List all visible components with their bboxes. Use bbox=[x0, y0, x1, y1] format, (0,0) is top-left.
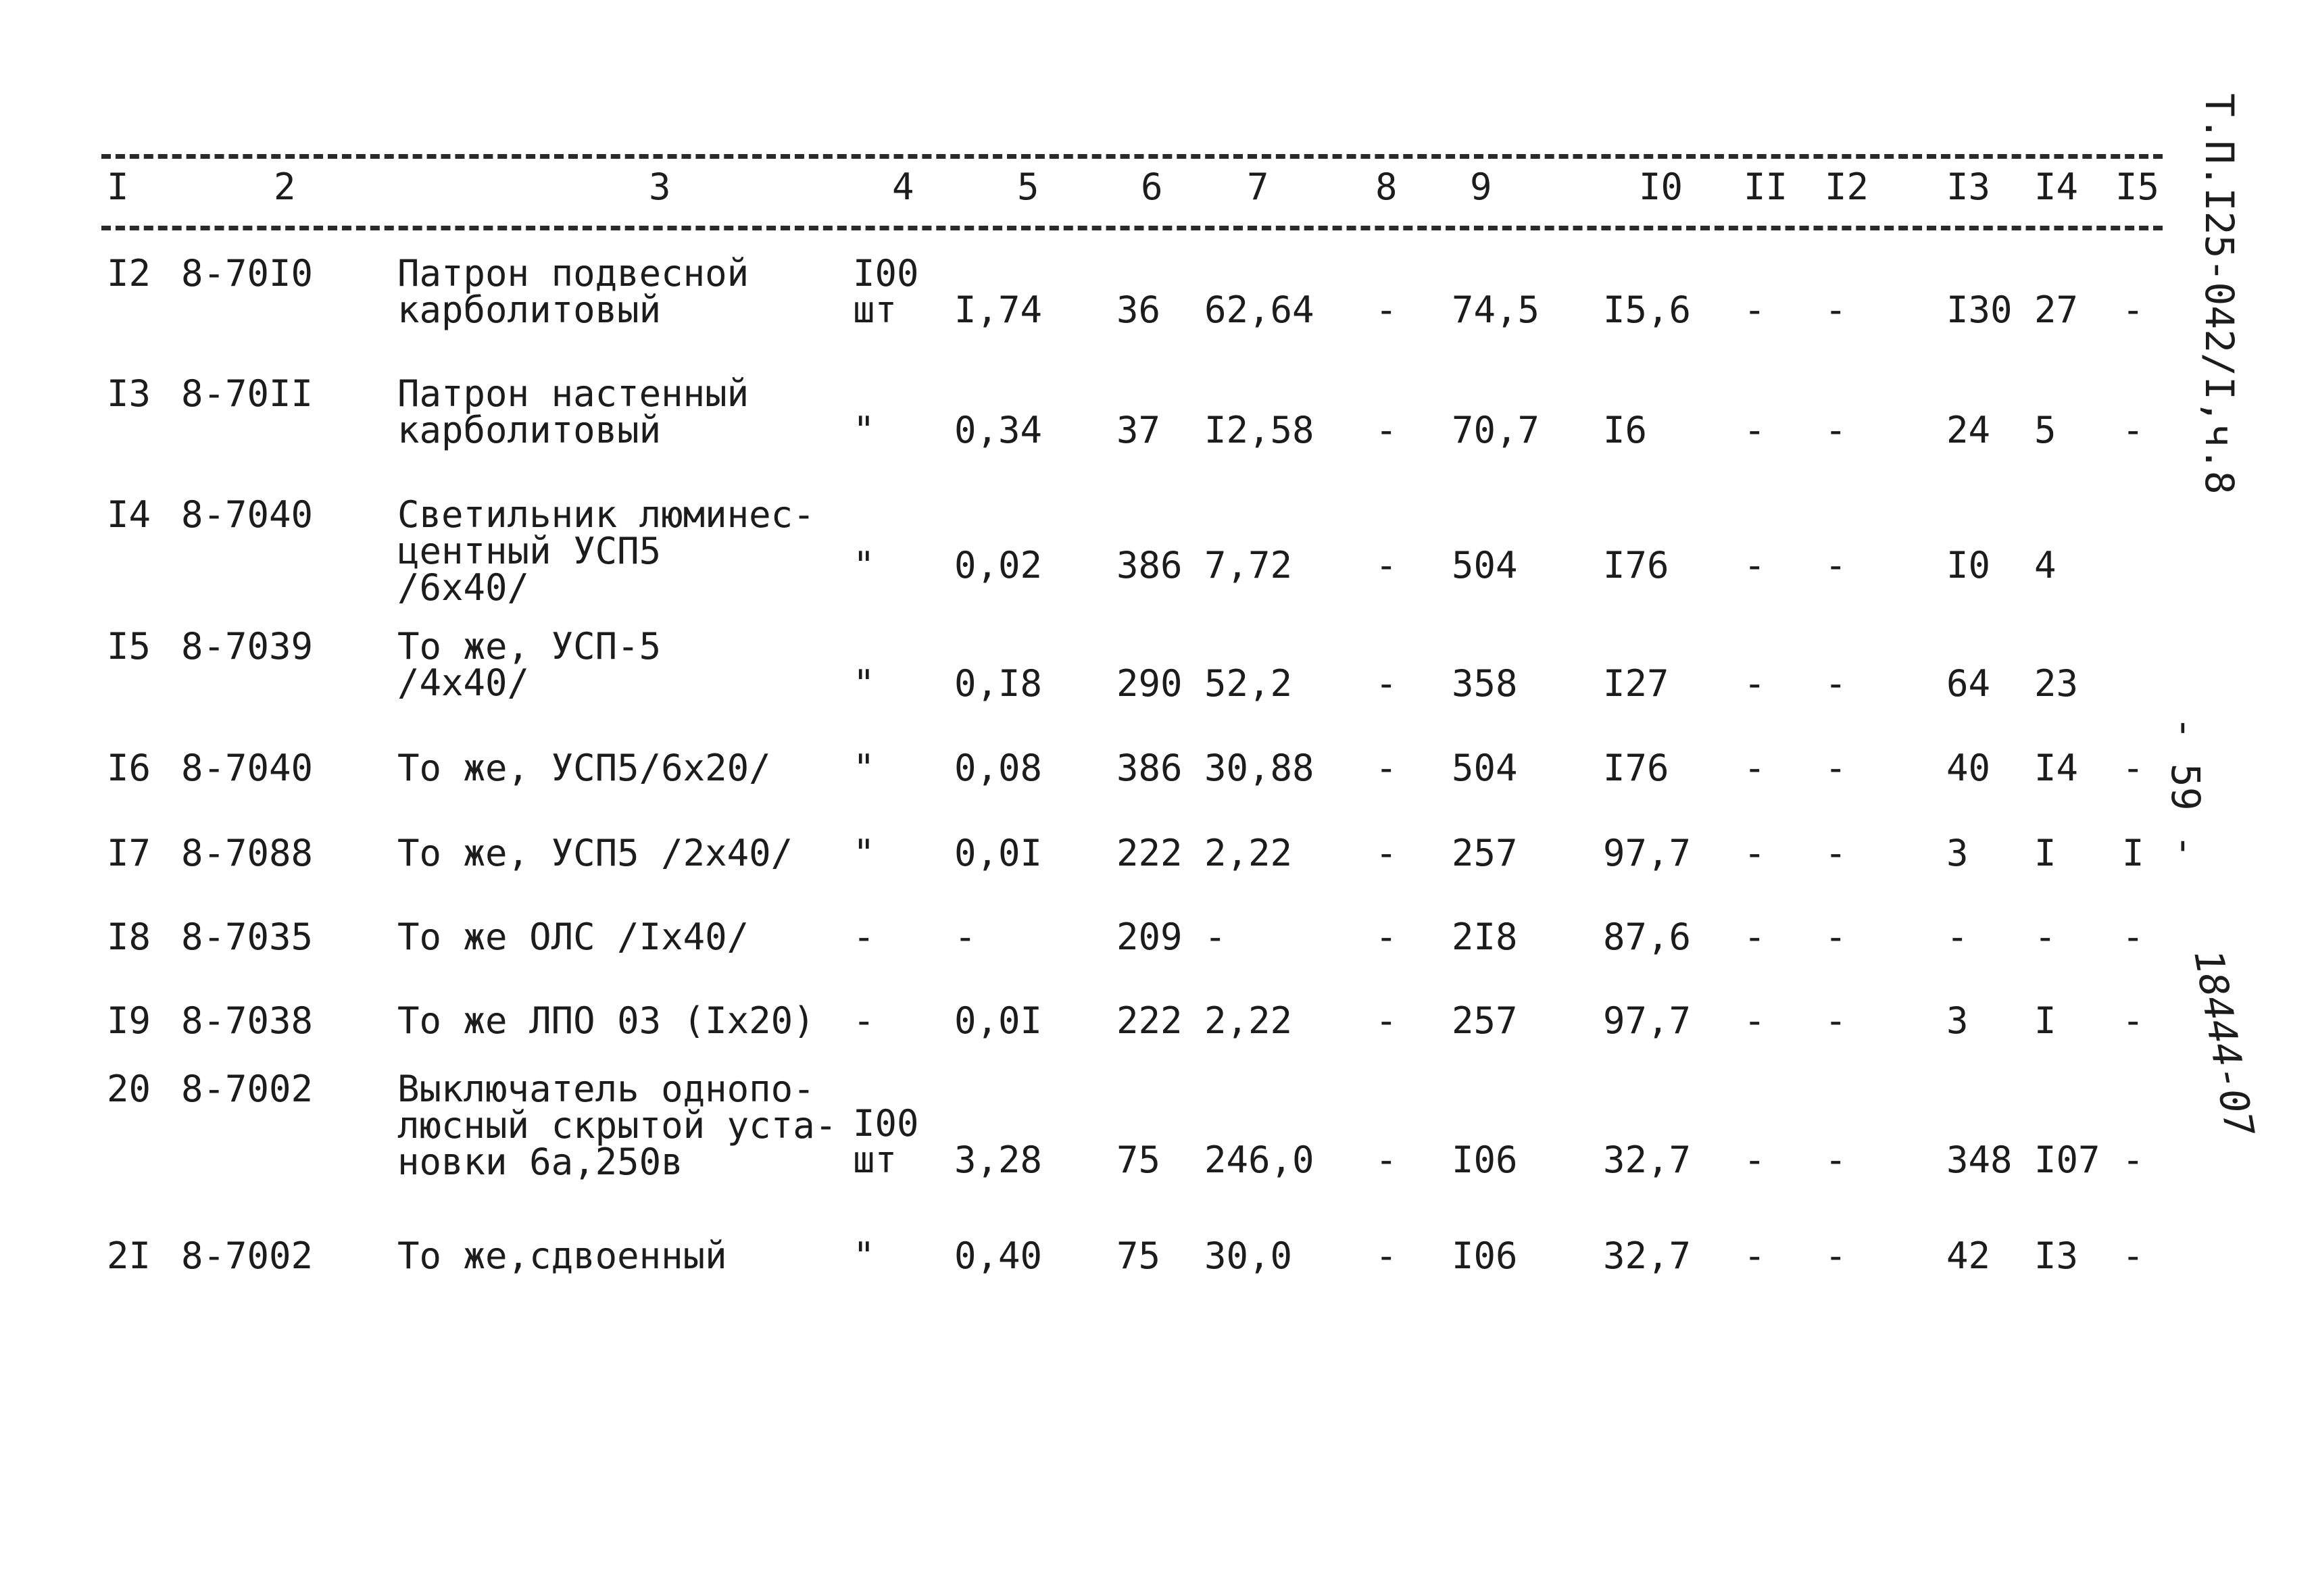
row-value-col-12: - bbox=[1825, 662, 1847, 705]
column-header-9: 9 bbox=[1470, 166, 1492, 208]
row-value-col-12: - bbox=[1825, 1139, 1847, 1181]
row-value-col-12: - bbox=[1825, 916, 1847, 958]
row-value-col-14: I bbox=[2034, 999, 2057, 1042]
row-number: I3 bbox=[107, 372, 151, 415]
row-unit: I00 шт bbox=[853, 252, 919, 331]
row-number: I9 bbox=[107, 999, 151, 1042]
row-value-col-6: 75 bbox=[1116, 1235, 1161, 1277]
row-unit: " bbox=[853, 544, 875, 587]
row-value-col-6: 36 bbox=[1116, 289, 1161, 331]
row-value-col-5: 3,28 bbox=[954, 1139, 1043, 1181]
column-header-12: I2 bbox=[1825, 166, 1869, 208]
row-value-col-7: 30,0 bbox=[1204, 1235, 1293, 1277]
row-value-col-5: 0,0I bbox=[954, 832, 1043, 874]
row-value-col-9: 2I8 bbox=[1452, 916, 1518, 958]
row-value-col-6: 222 bbox=[1116, 832, 1183, 874]
row-value-col-7: 52,2 bbox=[1204, 662, 1293, 705]
row-value-col-10: I6 bbox=[1603, 409, 1648, 451]
row-value-col-11: - bbox=[1744, 1235, 1766, 1277]
top-dashed-rule bbox=[101, 154, 2163, 159]
row-value-col-8: - bbox=[1375, 409, 1398, 451]
row-description: То же ОЛС /Iх40/ bbox=[397, 916, 749, 958]
row-value-col-11: - bbox=[1744, 409, 1766, 451]
row-code: 8-70I0 bbox=[181, 252, 314, 295]
row-value-col-13: I30 bbox=[1946, 289, 2013, 331]
row-unit: " bbox=[853, 832, 875, 874]
row-code: 8-7035 bbox=[181, 916, 314, 958]
row-value-col-5: 0,I8 bbox=[954, 662, 1043, 705]
row-value-col-13: 348 bbox=[1946, 1139, 2013, 1181]
row-value-col-12: - bbox=[1825, 1235, 1847, 1277]
row-description: То же,сдвоенный bbox=[397, 1235, 727, 1277]
column-header-2: 2 bbox=[274, 166, 296, 208]
page-number-label: - 59 - bbox=[2163, 716, 2209, 858]
row-number: 2I bbox=[107, 1235, 151, 1277]
row-value-col-11: - bbox=[1744, 662, 1766, 705]
row-value-col-5: - bbox=[954, 916, 977, 958]
row-value-col-7: 62,64 bbox=[1204, 289, 1314, 331]
row-value-col-14: I4 bbox=[2034, 747, 2079, 789]
row-description: Патрон подвесной карболитовый bbox=[397, 252, 749, 331]
row-value-col-6: 222 bbox=[1116, 999, 1183, 1042]
row-value-col-8: - bbox=[1375, 832, 1398, 874]
column-header-11: II bbox=[1744, 166, 1788, 208]
row-value-col-12: - bbox=[1825, 544, 1847, 587]
row-description: То же, УСП5/6х20/ bbox=[397, 747, 771, 789]
column-header-7: 7 bbox=[1247, 166, 1269, 208]
row-value-col-5: 0,08 bbox=[954, 747, 1043, 789]
row-value-col-7: I2,58 bbox=[1204, 409, 1314, 451]
row-value-col-9: 70,7 bbox=[1452, 409, 1540, 451]
row-unit: " bbox=[853, 1235, 875, 1277]
column-header-13: I3 bbox=[1946, 166, 1991, 208]
row-value-col-13: 42 bbox=[1946, 1235, 1991, 1277]
row-value-col-8: - bbox=[1375, 916, 1398, 958]
row-unit: " bbox=[853, 409, 875, 451]
row-value-col-9: 257 bbox=[1452, 999, 1518, 1042]
row-value-col-8: - bbox=[1375, 662, 1398, 705]
row-description: Светильник люминес- центный УСП5 /6х40/ bbox=[397, 493, 815, 609]
doc-code-label: Т.П.I25-042/I,ч.8 bbox=[2196, 93, 2242, 495]
row-value-col-14: 27 bbox=[2034, 289, 2079, 331]
row-value-col-6: 75 bbox=[1116, 1139, 1161, 1181]
column-header-8: 8 bbox=[1375, 166, 1398, 208]
row-value-col-6: 290 bbox=[1116, 662, 1183, 705]
row-value-col-14: I bbox=[2034, 832, 2057, 874]
row-value-col-10: I5,6 bbox=[1603, 289, 1692, 331]
row-value-col-12: - bbox=[1825, 747, 1847, 789]
row-value-col-8: - bbox=[1375, 747, 1398, 789]
row-value-col-15: - bbox=[2122, 289, 2144, 331]
row-value-col-9: 504 bbox=[1452, 747, 1518, 789]
row-value-col-12: - bbox=[1825, 409, 1847, 451]
row-value-col-8: - bbox=[1375, 289, 1398, 331]
row-value-col-10: I76 bbox=[1603, 544, 1669, 587]
row-number: I7 bbox=[107, 832, 151, 874]
row-description: Патрон настенный карболитовый bbox=[397, 372, 749, 451]
row-value-col-13: - bbox=[1946, 916, 1969, 958]
row-value-col-9: 358 bbox=[1452, 662, 1518, 705]
row-unit: - bbox=[853, 999, 875, 1042]
row-description: То же, УСП-5 /4х40/ bbox=[397, 625, 662, 704]
row-number: I6 bbox=[107, 747, 151, 789]
row-value-col-14: 5 bbox=[2034, 409, 2057, 451]
row-code: 8-7088 bbox=[181, 832, 314, 874]
row-value-col-10: 32,7 bbox=[1603, 1235, 1692, 1277]
row-value-col-9: 504 bbox=[1452, 544, 1518, 587]
row-unit: " bbox=[853, 747, 875, 789]
row-value-col-11: - bbox=[1744, 747, 1766, 789]
row-number: I5 bbox=[107, 625, 151, 668]
row-value-col-7: 2,22 bbox=[1204, 832, 1293, 874]
row-number: 20 bbox=[107, 1068, 151, 1110]
row-value-col-6: 37 bbox=[1116, 409, 1161, 451]
row-code: 8-70II bbox=[181, 372, 314, 415]
column-header-1: I bbox=[107, 166, 129, 208]
row-value-col-11: - bbox=[1744, 289, 1766, 331]
row-value-col-13: I0 bbox=[1946, 544, 1991, 587]
header-dashed-rule bbox=[101, 226, 2163, 230]
row-code: 8-7039 bbox=[181, 625, 314, 668]
row-value-col-13: 3 bbox=[1946, 832, 1969, 874]
column-header-5: 5 bbox=[1017, 166, 1039, 208]
row-number: I2 bbox=[107, 252, 151, 295]
row-value-col-12: - bbox=[1825, 999, 1847, 1042]
row-value-col-14: I07 bbox=[2034, 1139, 2100, 1181]
row-value-col-5: 0,34 bbox=[954, 409, 1043, 451]
row-value-col-10: 87,6 bbox=[1603, 916, 1692, 958]
row-description: Выключатель однопо- люсный скрытой уста- новки 6а,250в bbox=[397, 1068, 837, 1183]
row-value-col-13: 40 bbox=[1946, 747, 1991, 789]
row-value-col-15: - bbox=[2122, 1235, 2144, 1277]
row-value-col-15: I bbox=[2122, 832, 2144, 874]
row-value-col-7: 2,22 bbox=[1204, 999, 1293, 1042]
row-value-col-13: 3 bbox=[1946, 999, 1969, 1042]
archive-number-label: 18444-07 bbox=[2185, 946, 2263, 1140]
row-code: 8-7040 bbox=[181, 747, 314, 789]
row-value-col-7: 7,72 bbox=[1204, 544, 1293, 587]
row-value-col-6: 386 bbox=[1116, 747, 1183, 789]
row-value-col-5: 0,02 bbox=[954, 544, 1043, 587]
row-value-col-14: I3 bbox=[2034, 1235, 2079, 1277]
row-value-col-8: - bbox=[1375, 544, 1398, 587]
row-value-col-8: - bbox=[1375, 1235, 1398, 1277]
row-code: 8-7040 bbox=[181, 493, 314, 536]
row-value-col-15: - bbox=[2122, 747, 2144, 789]
column-header-10: I0 bbox=[1639, 166, 1683, 208]
row-code: 8-7002 bbox=[181, 1235, 314, 1277]
row-value-col-10: I27 bbox=[1603, 662, 1669, 705]
row-code: 8-7002 bbox=[181, 1068, 314, 1110]
row-value-col-12: - bbox=[1825, 832, 1847, 874]
row-value-col-6: 386 bbox=[1116, 544, 1183, 587]
row-value-col-11: - bbox=[1744, 999, 1766, 1042]
row-value-col-15: - bbox=[2122, 1139, 2144, 1181]
row-description: То же, УСП5 /2х40/ bbox=[397, 832, 793, 874]
row-number: I8 bbox=[107, 916, 151, 958]
row-value-col-15: - bbox=[2122, 409, 2144, 451]
row-unit: - bbox=[853, 916, 875, 958]
column-header-6: 6 bbox=[1141, 166, 1163, 208]
row-value-col-9: 257 bbox=[1452, 832, 1518, 874]
row-value-col-7: - bbox=[1204, 916, 1227, 958]
row-value-col-9: 74,5 bbox=[1452, 289, 1540, 331]
column-header-14: I4 bbox=[2034, 166, 2079, 208]
row-value-col-15: - bbox=[2122, 999, 2144, 1042]
row-value-col-15: - bbox=[2122, 916, 2144, 958]
row-value-col-7: 30,88 bbox=[1204, 747, 1314, 789]
row-unit: " bbox=[853, 662, 875, 705]
row-value-col-11: - bbox=[1744, 1139, 1766, 1181]
row-value-col-11: - bbox=[1744, 832, 1766, 874]
row-value-col-8: - bbox=[1375, 1139, 1398, 1181]
column-header-15: I5 bbox=[2115, 166, 2160, 208]
row-value-col-5: 0,0I bbox=[954, 999, 1043, 1042]
row-value-col-6: 209 bbox=[1116, 916, 1183, 958]
column-header-3: 3 bbox=[649, 166, 671, 208]
row-value-col-5: 0,40 bbox=[954, 1235, 1043, 1277]
row-value-col-14: 4 bbox=[2034, 544, 2057, 587]
row-code: 8-7038 bbox=[181, 999, 314, 1042]
row-value-col-9: I06 bbox=[1452, 1139, 1518, 1181]
row-number: I4 bbox=[107, 493, 151, 536]
column-header-4: 4 bbox=[892, 166, 914, 208]
row-description: То же ЛПО 03 (Iх20) bbox=[397, 999, 815, 1042]
row-value-col-10: 97,7 bbox=[1603, 832, 1692, 874]
row-value-col-9: I06 bbox=[1452, 1235, 1518, 1277]
row-value-col-10: 97,7 bbox=[1603, 999, 1692, 1042]
row-value-col-14: 23 bbox=[2034, 662, 2079, 705]
row-value-col-10: I76 bbox=[1603, 747, 1669, 789]
row-value-col-7: 246,0 bbox=[1204, 1139, 1314, 1181]
row-value-col-13: 24 bbox=[1946, 409, 1991, 451]
row-value-col-11: - bbox=[1744, 544, 1766, 587]
row-value-col-5: I,74 bbox=[954, 289, 1043, 331]
row-value-col-11: - bbox=[1744, 916, 1766, 958]
row-value-col-8: - bbox=[1375, 999, 1398, 1042]
row-value-col-12: - bbox=[1825, 289, 1847, 331]
row-value-col-13: 64 bbox=[1946, 662, 1991, 705]
row-value-col-14: - bbox=[2034, 916, 2057, 958]
row-value-col-10: 32,7 bbox=[1603, 1139, 1692, 1181]
row-unit: I00 шт bbox=[853, 1102, 919, 1181]
